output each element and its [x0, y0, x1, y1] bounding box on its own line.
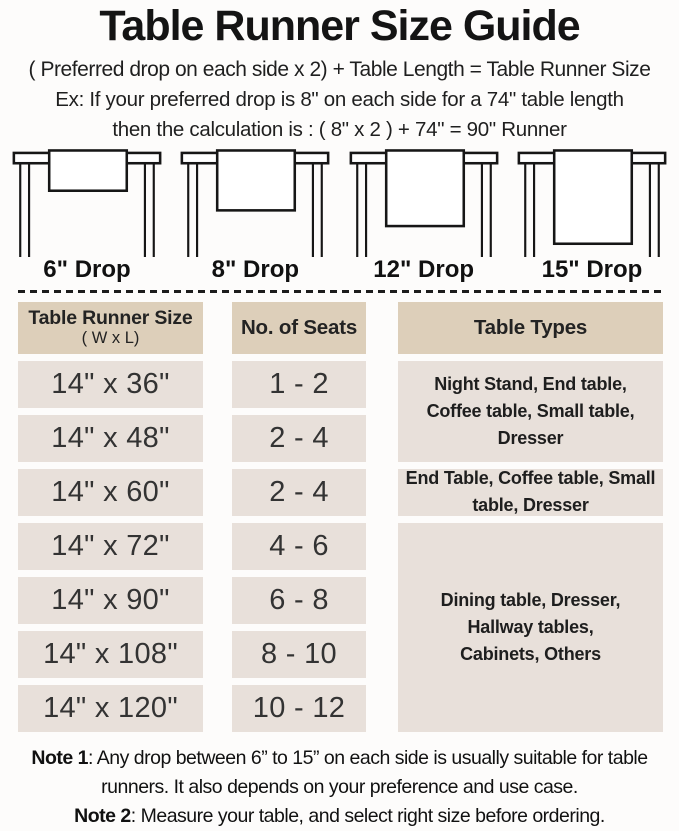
drop-label-8in: 8" Drop: [211, 256, 300, 283]
table-runner-diagram-15in: [516, 149, 668, 257]
table-types-cell-large-tables: Dining table, Dresser, Hallway tables, Cabinets, Others: [398, 523, 663, 732]
page-title: Table Runner Size Guide: [99, 2, 580, 50]
drop-label-12in: 12" Drop: [373, 256, 475, 283]
drop-label-6in: 6" Drop: [43, 256, 131, 283]
note-1: [4, 744, 676, 802]
table-runner-diagram-6in: [11, 149, 163, 257]
runner-size-cell: 14" x 72": [18, 523, 203, 570]
runner-size-cell: 14" x 36": [18, 361, 203, 408]
seats-cell: 4 - 6: [232, 523, 366, 570]
table-types-cell-small-tables: Night Stand, End table, Coffee table, Small table, Dresser: [398, 361, 663, 462]
runner-shape: [49, 150, 127, 190]
note-1-label: Note 1: [31, 746, 88, 769]
example-text-line2: then the calculation is : ( 8" x 2 ) + 74" = 90" Runner: [112, 118, 567, 141]
table-runner-diagram-8in: [179, 149, 331, 257]
runner-shape: [554, 150, 632, 243]
seats-cell: 6 - 8: [232, 577, 366, 624]
drop-diagram-row: [0, 143, 679, 255]
seats-cell: 2 - 4: [232, 469, 366, 516]
runner-size-cell: 14" x 48": [18, 415, 203, 462]
note-2-text: : Measure your table, and select right size before ordering.: [130, 804, 605, 827]
table-types-cell-medium-tables: End Table, Coffee table, Small table, Dresser: [398, 469, 663, 516]
drop-label-row: [0, 256, 679, 283]
seats-cell: 2 - 4: [232, 415, 366, 462]
note-1-text: : Any drop between 6” to 15” on each side is usually suitable for table runners. It also depends on your preference and use case.: [87, 746, 648, 798]
note-2: [4, 802, 676, 831]
dashed-divider: [18, 290, 661, 293]
seats-cell: 8 - 10: [232, 631, 366, 678]
note-2-label: Note 2: [74, 804, 131, 827]
runner-shape: [218, 150, 296, 210]
runner-shape: [386, 150, 464, 226]
formula-text: ( Preferred drop on each side x 2) + Table Length = Table Runner Size: [28, 58, 651, 81]
column-header-runner-size-sub: ( W x L): [81, 329, 140, 348]
seats-cell: 1 - 2: [232, 361, 366, 408]
column-header-seats: No. of Seats: [232, 302, 366, 354]
runner-size-cell: 14" x 60": [18, 469, 203, 516]
runner-size-cell: 14" x 108": [18, 631, 203, 678]
table-runner-diagram-12in: [348, 149, 500, 257]
drop-label-15in: 15" Drop: [541, 256, 643, 283]
size-guide-table: [18, 302, 679, 732]
seats-cell: 10 - 12: [232, 685, 366, 732]
runner-size-cell: 14" x 120": [18, 685, 203, 732]
column-header-runner-size-title: Table Runner Size: [28, 307, 193, 330]
column-header-table-types: Table Types: [398, 302, 663, 354]
column-header-runner-size: [18, 302, 203, 354]
notes-section: [4, 744, 676, 831]
example-text-line1: Ex: If your preferred drop is 8" on each side for a 74" table length: [55, 88, 624, 111]
runner-size-cell: 14" x 90": [18, 577, 203, 624]
